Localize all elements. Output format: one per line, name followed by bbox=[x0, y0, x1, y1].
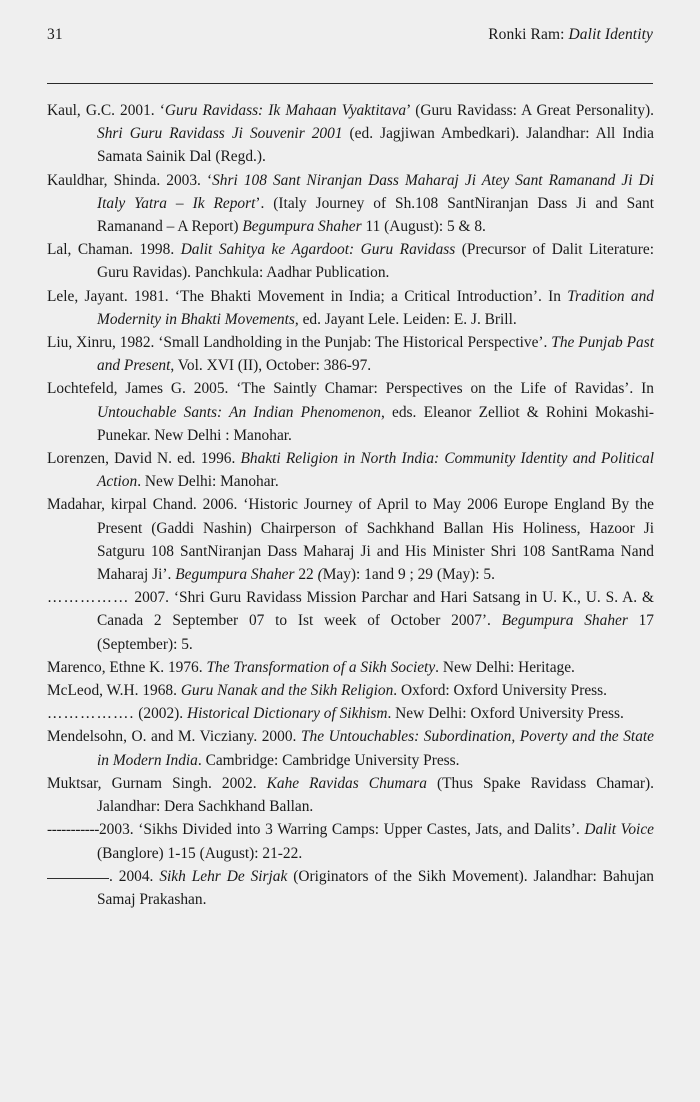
entry-text: , eds. Eleanor Zelliot & Rohini Mokashi-Punekar. New Delhi : Manohar. bbox=[97, 403, 654, 444]
bibliography-entry bbox=[47, 493, 654, 586]
entry-text: Madahar, kirpal Chand. 2006. ‘Historic Journey of April to May 2006 Europe England By the Present (Gaddi Nashin) Chairperson of Sachkhand Ballan His Holiness, Hazoor Ji Satguru 108 SantNiranjan Dass Maharaj Ji and His Minister Shri 108 SantRama Nand Maharaj Ji’. bbox=[47, 496, 654, 584]
entry-text: Kauldhar, Shinda. 2003. ‘ bbox=[47, 171, 213, 189]
entry-title-italic: The Punjab Past and Present bbox=[97, 334, 654, 375]
entry-text: . New Delhi: Heritage. bbox=[435, 658, 575, 676]
entry-text: (Banglore) 1-15 (August): 21-22. bbox=[97, 844, 303, 862]
entry-text: Marenco, Ethne K. 1976. bbox=[47, 658, 207, 676]
bibliography-entry bbox=[47, 772, 654, 818]
entry-title-italic: Begumpura Shaher bbox=[501, 612, 628, 630]
entry-text: Mendelsohn, O. and M. Vicziany. 2000. bbox=[47, 728, 301, 746]
running-head-author: Ronki Ram: bbox=[488, 26, 569, 43]
entry-title-italic: Begumpura Shaher bbox=[242, 218, 362, 236]
entry-text: (Thus Spake Ravidass Chamar). Jalandhar: Dera Sachkhand Ballan. bbox=[97, 774, 654, 816]
bibliography-entry bbox=[47, 285, 654, 331]
entry-title-italic: Historical Dictionary of Sikhism bbox=[186, 705, 388, 723]
bibliography-entry bbox=[47, 679, 654, 702]
entry-text: (Precursor of Dalit Literature: Guru Ravidas). Panchkula: Aadhar Publication. bbox=[97, 241, 654, 282]
entry-title-italic: ( bbox=[317, 566, 323, 584]
entry-title-italic: Begumpura Shaher bbox=[175, 566, 295, 584]
entry-text: . 2004. bbox=[109, 867, 160, 885]
bibliography-entry bbox=[47, 447, 654, 493]
entry-text: (ed. Jagjiwan Ambedkari). Jalandhar: All India Samata Sainik Dal (Regd.). bbox=[97, 125, 654, 166]
author-repeat-rule bbox=[47, 878, 109, 879]
running-head-title bbox=[488, 26, 653, 44]
entry-text: . New Delhi: Manohar. bbox=[137, 473, 279, 491]
entry-text: ’. (Italy Journey of Sh.108 SantNiranjan Dass Ji and Sant Ramanand – A Report) bbox=[97, 194, 654, 236]
entry-title-italic: Guru Ravidass: Ik Mahaan Vyaktitava bbox=[164, 102, 407, 119]
entry-title-italic: Guru Nanak and the Sikh Religion bbox=[180, 682, 394, 700]
entry-title-italic: The Untouchables: Subordination, Poverty and the State in Modern India bbox=[97, 728, 654, 769]
bibliography-entry bbox=[47, 377, 654, 447]
running-head bbox=[47, 26, 653, 44]
entry-text: . Cambridge: Cambridge University Press. bbox=[197, 751, 460, 769]
bibliography-entry bbox=[47, 99, 654, 169]
entry-title-italic: Bhakti Religion in North India: Community Identity and Political Action bbox=[97, 450, 654, 491]
entry-text: (2002). bbox=[134, 705, 187, 723]
entry-title-italic: Tradition and Modernity in Bhakti Movements bbox=[97, 287, 654, 328]
entry-title-italic: Shri 108 Sant Niranjan Dass Maharaj Ji Atey Sant Ramanand Ji Di Italy Yatra – Ik Report bbox=[97, 171, 654, 212]
author-repeat-dashes: ----------- bbox=[47, 821, 99, 839]
bibliography-entry bbox=[47, 238, 654, 284]
entry-text: 17 (September): 5. bbox=[97, 612, 654, 653]
running-head-work-title: Dalit Identity bbox=[568, 26, 653, 43]
entry-text: 2007. ‘Shri Guru Ravidass Mission Parchar and Hari Satsang in U. K., U. S. A. & Canada 2 September 07 to Ist week of October 2007’. bbox=[97, 589, 654, 630]
entry-text: McLeod, W.H. 1968. bbox=[47, 682, 181, 700]
entry-text: Lorenzen, David N. ed. 1996. bbox=[47, 450, 241, 468]
entry-title-italic: Untouchable Sants: An Indian Phenomenon bbox=[97, 403, 382, 421]
entry-title-italic: Dalit Sahitya ke Agardoot: Guru Ravidass bbox=[180, 241, 456, 259]
bibliography-entry bbox=[47, 725, 654, 771]
author-repeat-dots: …………… bbox=[47, 589, 130, 607]
entry-text: 11 (August): 5 & 8. bbox=[361, 218, 486, 236]
entry-text: Lal, Chaman. 1998. bbox=[47, 241, 181, 259]
entry-text: Lochtefeld, James G. 2005. ‘The Saintly Chamar: Perspectives on the Life of Ravidas’. In bbox=[47, 380, 654, 398]
entry-text: 2003. ‘Sikhs Divided into 3 Warring Camps: Upper Castes, Jats, and Dalits’. bbox=[98, 821, 585, 839]
header-divider bbox=[47, 83, 653, 84]
entry-title-italic: Kahe Ravidas Chumara bbox=[266, 774, 427, 792]
bibliography-entry bbox=[47, 818, 654, 864]
entry-title-italic: Dalit Voice bbox=[584, 821, 654, 839]
entry-text: Kaul, G.C. 2001. ‘ bbox=[47, 102, 165, 119]
entry-text: (Originators of the Sikh Movement). Jalandhar: Bahujan Samaj Prakashan. bbox=[97, 867, 655, 908]
entry-text: . New Delhi: Oxford University Press. bbox=[387, 705, 624, 723]
entry-title-italic: Shri Guru Ravidass Ji Souvenir 2001 bbox=[97, 125, 343, 143]
page-number: 31 bbox=[47, 26, 63, 43]
bibliography-entry bbox=[47, 169, 654, 239]
entry-text: Muktsar, Gurnam Singh. 2002. bbox=[47, 774, 267, 792]
entry-text: Liu, Xinru, 1982. ‘Small Landholding in the Punjab: The Historical Perspective’. bbox=[47, 334, 552, 352]
bibliography-list bbox=[47, 99, 654, 911]
bibliography-entry bbox=[47, 586, 654, 656]
bibliography-entry bbox=[47, 331, 654, 377]
entry-text: Lele, Jayant. 1981. ‘The Bhakti Movement in India; a Critical Introduction’. In bbox=[47, 287, 568, 305]
entry-text: . Oxford: Oxford University Press. bbox=[393, 682, 607, 700]
author-repeat-dots: ……………. bbox=[47, 705, 135, 723]
entry-title-italic: Sikh Lehr De Sirjak bbox=[159, 867, 288, 885]
entry-text: ’ (Guru Ravidass: A Great Personality). bbox=[406, 102, 655, 119]
entry-title-italic: The Transformation of a Sikh Society bbox=[206, 658, 436, 676]
entry-text: May): 1and 9 ; 29 (May): 5. bbox=[322, 566, 495, 584]
bibliography-entry bbox=[47, 865, 654, 911]
entry-text: 22 bbox=[294, 566, 318, 584]
entry-text: , ed. Jayant Lele. Leiden: E. J. Brill. bbox=[294, 310, 517, 328]
entry-text: , Vol. XVI (II), October: 386-97. bbox=[170, 357, 372, 375]
bibliography-entry bbox=[47, 702, 654, 725]
bibliography-entry bbox=[47, 656, 654, 679]
